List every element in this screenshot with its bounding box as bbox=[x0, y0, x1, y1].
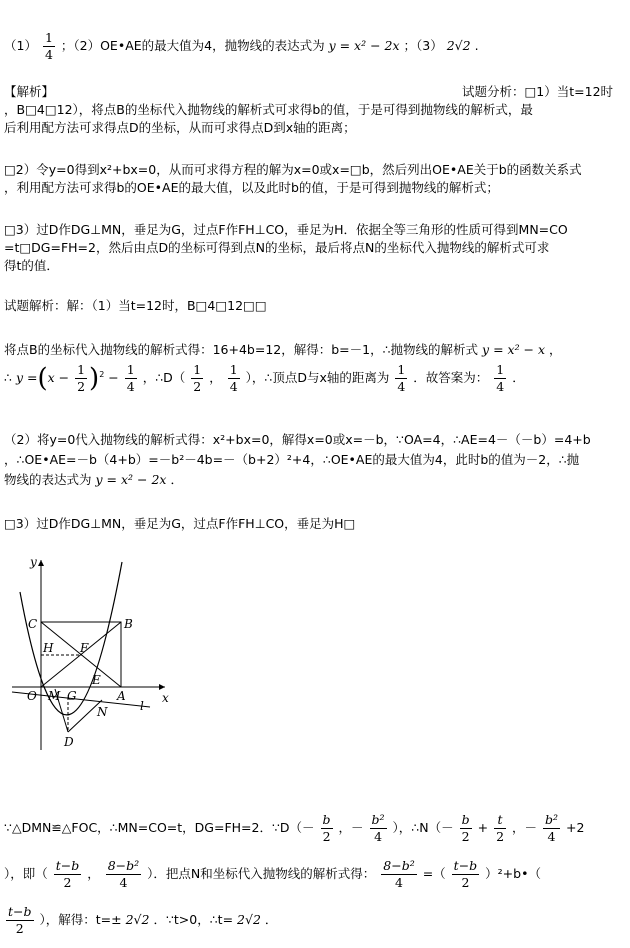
final-line-1: ∵△DMN≌△FOC，∴MN=CO=t，DG=FH=2．∵D（－ $\frac{b}{2}$ ，－ $\frac{\text{b²}}{4}$ ），∴N（－ $\frac{b}{2}$ + $\frac{t}{2}$ ，－ $\frac{\text{b²}}{4}$ +2 bbox=[4, 812, 585, 844]
analysis-intro: 试题分析：□1）当t=12时 bbox=[462, 84, 614, 99]
label-c: C bbox=[28, 617, 38, 631]
solution-line: 将点B的坐标代入抛物线的解析式得：16+4b=12，解得：b=－1，∴抛物线的解析式 y = x² − x ， bbox=[4, 342, 562, 357]
label-b: B bbox=[124, 617, 133, 631]
label-o: O bbox=[27, 689, 37, 703]
analysis-heading: 【解析】 bbox=[4, 84, 55, 99]
answer-part1-label: （1） bbox=[4, 38, 37, 53]
label-m: M bbox=[48, 689, 61, 703]
solution-line: 物线的表达式为 y = x² − 2x ． bbox=[4, 472, 183, 487]
final-line-3: $\frac{t-b}{2}$ ），解得：t=± 2√2 ．∵t>0，∴t= 2√2 ． bbox=[8, 904, 278, 936]
solution-line: （2）将y=0代入抛物线的解析式得：x²+bx=0，解得x=0或x=－b，∵OA=4，∴AE=4－（－b）=4+b bbox=[4, 432, 591, 447]
solution-line: 试题解析：解：（1）当t=12时，B□4□12□□ bbox=[4, 298, 267, 313]
label-y: y bbox=[30, 555, 37, 569]
solution-vertex-line: ∴ y =(x − $\frac{1}{2}$ )$^2$ − $\frac{1}{4}$ ，∴D（ $\frac{1}{2}$ ， $\frac{1}{4}$ ），∴顶点D与x轴的距离为 $\frac{1}{4}$ ．故答案为： $\frac{1}{4}$ ． bbox=[4, 362, 525, 394]
final-line-2: ），即（ $\frac{t-b}{2}$ ， $\frac{\text{8−b²}}{4}$ ）．把点N和坐标代入抛物线的解析式得： $\frac{\text{8−b²}}{4}$ =（ $\frac{t-b}{2}$ ）²+b•（ bbox=[4, 858, 541, 890]
answer-part3-value: 2√2 bbox=[446, 38, 471, 53]
label-l: l bbox=[140, 699, 144, 713]
answer-part2-text: ；（2）OE•AE的最大值为4，抛物线的表达式为 bbox=[60, 38, 325, 53]
answer-parabola-expression: y = x² − 2x bbox=[328, 38, 400, 53]
analysis-line: =t□DG=FH=2，然后由点D的坐标可得到点N的坐标，最后将点N的坐标代入抛物线的解析式可求 bbox=[4, 240, 550, 255]
label-d: D bbox=[64, 735, 74, 749]
label-x: x bbox=[162, 691, 169, 705]
analysis-line: 得t的值． bbox=[4, 258, 59, 273]
label-f: F bbox=[80, 641, 89, 655]
label-h: H bbox=[43, 641, 54, 655]
analysis-line: ，B□4□12），将点B的坐标代入抛物线的解析式可求得b的值，于是可得到抛物线的解析式，最 bbox=[4, 102, 533, 117]
answer-fraction: $\frac{1}{4}$ bbox=[44, 30, 53, 62]
analysis-line: 后利用配方法可求得点D的坐标，从而可求得点D到x轴的距离； bbox=[4, 120, 356, 135]
answer-part3-label: ；（3） bbox=[403, 38, 443, 53]
analysis-line: □3）过D作DG⊥MN，垂足为G，过点F作FH⊥CO，垂足为H．依据全等三角形的性质可得到MN=CO bbox=[4, 222, 568, 237]
label-a: A bbox=[117, 689, 126, 703]
label-g: G bbox=[67, 689, 77, 703]
analysis-line: ，利用配方法可求得b的OE•AE的最大值，以及此时b的值，于是可得到抛物线的解析式； bbox=[4, 180, 499, 195]
answer-line: （1） $\frac{1}{4}$ ；（2）OE•AE的最大值为4，抛物线的表达式为 y = x² − 2x ；（3） 2√2 . bbox=[4, 30, 479, 62]
solution-line: □3）过D作DG⊥MN，垂足为G，过点F作FH⊥CO，垂足为H□ bbox=[4, 516, 356, 531]
label-n: N bbox=[97, 705, 108, 719]
analysis-line: □2）令y=0得到x²+bx=0，从而可求得方程的解为x=0或x=□b，然后列出OE•AE关于b的函数关系式 bbox=[4, 162, 582, 177]
parabola-figure bbox=[10, 552, 180, 752]
solution-line: ，∴OE•AE=－b（4+b）=－b²－4b=－（b+2）²+4，∴OE•AE的最大值为4，此时b的值为－2，∴抛 bbox=[4, 452, 580, 467]
label-e: E bbox=[92, 673, 101, 687]
